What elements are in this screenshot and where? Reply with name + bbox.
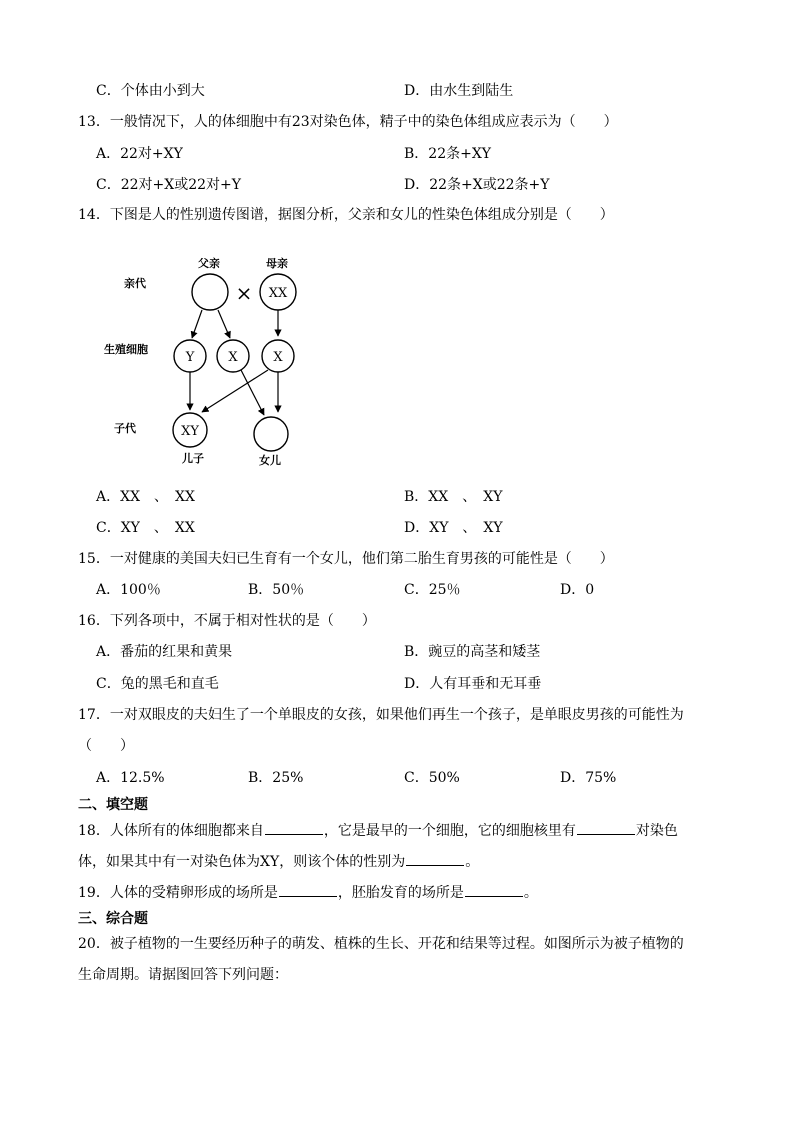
cross-symbol: × bbox=[235, 281, 253, 305]
q17-stem-paren: （ ） bbox=[78, 738, 134, 754]
q17-stem: 17．一对双眼皮的夫妇生了一个单眼皮的女孩，如果他们再生一个孩子，是单眼皮男孩的可能性为 bbox=[78, 707, 684, 723]
q20-line1: 20．被子植物的一生要经历种子的萌发、植株的生长、开花和结果等过程。如图所示为被子植物的 bbox=[78, 936, 684, 952]
q18-text-4: 体，如果其中有一对染色体为XY，则该个体的性别为 bbox=[78, 854, 406, 870]
q16-option-c: C．兔的黑毛和直毛 bbox=[96, 676, 219, 692]
gamete-x2-label: X bbox=[273, 350, 283, 365]
q18-text-2: ，它是最早的一个细胞，它的细胞核里有 bbox=[323, 823, 576, 839]
q20-line2: 生命周期。请据图回答下列问题： bbox=[78, 967, 288, 983]
q16-option-b: B．豌豆的高茎和矮茎 bbox=[404, 644, 541, 660]
q18-text-1: 18．人体所有的体细胞都来自 bbox=[78, 823, 264, 839]
q19-line bbox=[78, 882, 538, 903]
q15-option-b: B．50％ bbox=[248, 582, 305, 598]
q15-option-a: A．100％ bbox=[96, 582, 161, 598]
q18-text-3: 对染色 bbox=[635, 823, 678, 839]
q18-line1 bbox=[78, 820, 678, 841]
daughter-cell bbox=[254, 417, 288, 451]
q19-blank-1[interactable] bbox=[279, 882, 337, 897]
son-cell-label: XY bbox=[181, 424, 199, 439]
q19-text-2: ，胚胎发育的场所是 bbox=[337, 885, 464, 901]
mother-label: 母亲 bbox=[266, 257, 288, 270]
q15-option-c: C．25％ bbox=[404, 582, 461, 598]
q16-option-d: D．人有耳垂和无耳垂 bbox=[404, 676, 542, 692]
row-label-gamete: 生殖细胞 bbox=[104, 343, 148, 356]
daughter-label: 女儿 bbox=[259, 454, 281, 467]
q17-option-c: C．50% bbox=[404, 770, 460, 786]
q16-stem: 16．下列各项中，不属于相对性状的是（ ） bbox=[78, 613, 376, 629]
sex-inheritance-diagram bbox=[96, 250, 336, 470]
q18-text-5: 。 bbox=[465, 854, 480, 870]
section-fill-in-title: 二、填空题 bbox=[78, 797, 148, 813]
mother-cell-label: XX bbox=[268, 286, 288, 301]
q13-option-a: A．22对+XY bbox=[96, 146, 183, 162]
q18-blank-3[interactable] bbox=[406, 851, 464, 866]
gamete-y-label: Y bbox=[185, 350, 195, 365]
q13-stem: 13．一般情况下，人的体细胞中有23对染色体，精子中的染色体组成应表示为（ ） bbox=[78, 114, 618, 130]
q18-line2 bbox=[78, 851, 479, 872]
section-comprehensive-title: 三、综合题 bbox=[78, 911, 148, 927]
q13-option-d: D．22条+X或22条+Y bbox=[404, 177, 550, 193]
row-label-parent: 亲代 bbox=[124, 277, 146, 290]
q18-blank-1[interactable] bbox=[265, 820, 323, 835]
father-cell bbox=[192, 274, 228, 310]
q17-option-b: B．25% bbox=[248, 770, 304, 786]
q12-option-d: D．由水生到陆生 bbox=[404, 83, 514, 99]
father-label: 父亲 bbox=[198, 257, 220, 270]
q15-option-d: D．0 bbox=[560, 582, 595, 598]
q17-option-d: D．75% bbox=[560, 770, 617, 786]
q13-option-b: B．22条+XY bbox=[404, 146, 492, 162]
q12-option-c: C．个体由小到大 bbox=[96, 83, 205, 99]
q19-blank-2[interactable] bbox=[465, 882, 523, 897]
q19-text-3: 。 bbox=[523, 885, 538, 901]
q14-option-c: C．XY 、 XX bbox=[96, 520, 195, 536]
q15-stem: 15．一对健康的美国夫妇已生育有一个女儿，他们第二胎生育男孩的可能性是（ ） bbox=[78, 551, 614, 567]
q19-text-1: 19．人体的受精卵形成的场所是 bbox=[78, 885, 278, 901]
q14-option-b: B．XX 、 XY bbox=[404, 489, 503, 505]
q14-stem: 14．下图是人的性别遗传图谱，据图分析，父亲和女儿的性染色体组成分别是（ ） bbox=[78, 207, 614, 223]
son-label: 儿子 bbox=[182, 452, 204, 465]
q14-option-a: A．XX 、 XX bbox=[96, 489, 195, 505]
q14-option-d: D．XY 、 XY bbox=[404, 520, 503, 536]
q17-option-a: A．12.5% bbox=[96, 770, 165, 786]
q13-option-c: C．22对+X或22对+Y bbox=[96, 177, 242, 193]
row-label-child: 子代 bbox=[114, 422, 136, 435]
q16-option-a: A．番茄的红果和黄果 bbox=[96, 644, 233, 660]
q18-blank-2[interactable] bbox=[577, 820, 635, 835]
gamete-x1-label: X bbox=[228, 350, 238, 365]
